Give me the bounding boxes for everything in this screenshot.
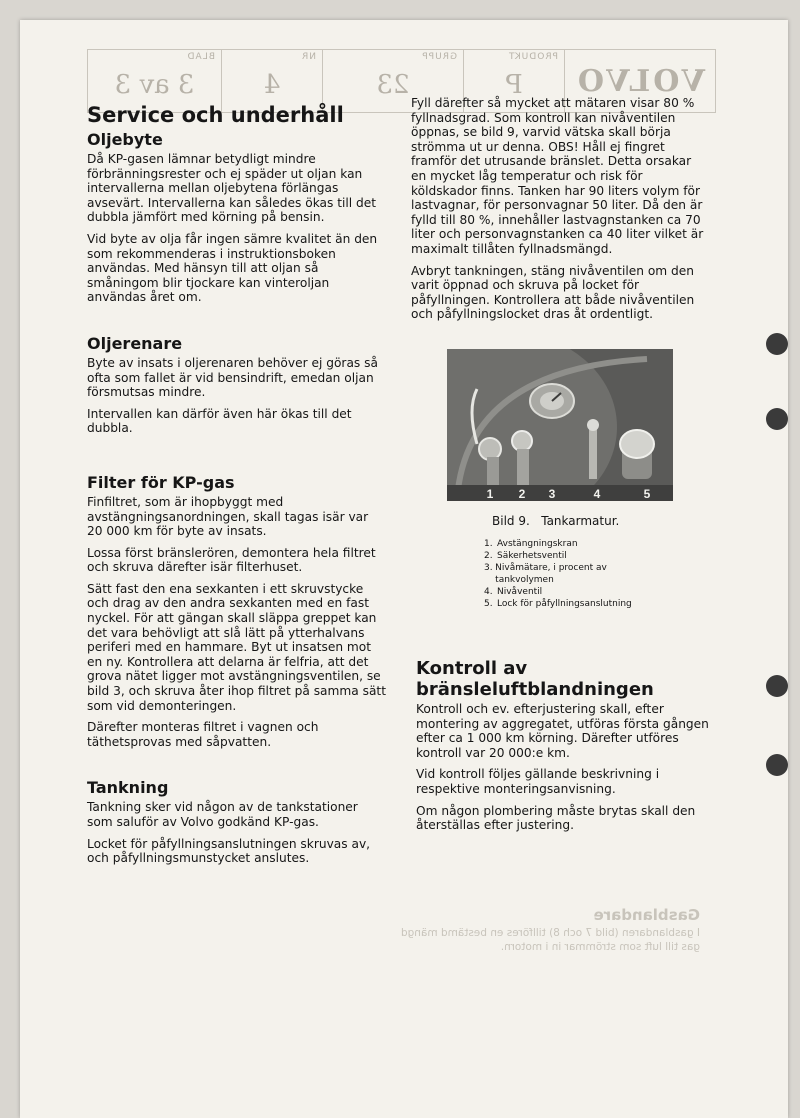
paragraph: Intervallen kan därför även här ökas till det dubbla. bbox=[87, 406, 352, 436]
document-page bbox=[20, 20, 788, 1118]
figure-legend bbox=[484, 538, 644, 610]
paragraph: Därefter monteras filtret i vagnen och täthetsprovas med såpvatten. bbox=[87, 720, 319, 749]
tank-fittings-illustration bbox=[447, 349, 673, 501]
legend-item: 1. Avstängningskran bbox=[484, 539, 578, 549]
figure-marker-2: 2 bbox=[518, 487, 526, 501]
page-title: Service och underhåll bbox=[87, 103, 344, 127]
brand-logo: VOLVO bbox=[574, 64, 706, 99]
right-column bbox=[411, 96, 709, 329]
paragraph: Vid byte av olja får ingen sämre kvalitet än den som rekommenderas i instruktionsboken användas. Med hänsyn till att oljan så småningom blir tjockare kan vinteroljan användas året om. bbox=[87, 231, 378, 305]
section-heading-tankning: Tankning bbox=[87, 778, 169, 798]
paragraph: Vid kontroll följes gällande beskrivning i respektive monteringsanvisning. bbox=[416, 767, 660, 796]
legend-item: 5. Lock för påfyllningsanslutning bbox=[484, 599, 632, 609]
binder-hole-1 bbox=[766, 333, 788, 355]
paragraph: Byte av insats i oljerenaren behöver ej göras så ofta som fallet är vid bensindrift, emedan oljan försmutsas mindre. bbox=[87, 355, 378, 400]
paragraph: Locket för påfyllningsanslutningen skruvas av, och påfyllningsmunstycket anslutes. bbox=[87, 836, 371, 866]
figure-marker-4: 4 bbox=[593, 487, 601, 501]
header-value-produkt: P bbox=[505, 70, 523, 100]
section-heading-oljerenare: Oljerenare bbox=[87, 333, 183, 353]
figure-marker-5: 5 bbox=[643, 487, 651, 501]
paragraph: Sätt fast den ena sexkanten i ett skruvstycke och drag av den andra sexkanten med en fast nyckel. För att gängan skall släppa greppet kan det vara behövligt att slå lätt på ytterhalvans periferi med en hammare. Byt ut insatsen mot en ny. Kontrollera att delarna är felfria, att det grova nätet ligger mot avstängningsventilen, se bild 3, och skruva åter ihop filtret på samma sätt som vid demonteringen. bbox=[87, 581, 386, 713]
paragraph: Avbryt tankningen, stäng nivåventilen om den varit öppnad och skruva på locket för påfyllningen. Kontrollera att både nivåventilen och påfyllningslocket dras åt ordentligt. bbox=[411, 263, 695, 322]
paragraph: Om någon plombering måste brytas skall den återställas efter justering. bbox=[416, 803, 696, 833]
paragraph: Lossa först bränslerören, demontera hela filtret och skruva därefter isär filterhuset. bbox=[87, 545, 376, 575]
figure-marker-1: 1 bbox=[486, 487, 494, 501]
paragraph: Då KP-gasen lämnar betydligt mindre förbränningsrester och ej späder ut oljan kan intervallerna mellan oljebytena förlängas avsevärt. Intervallerna kan således ökas till det dubbla jämfört med körning på bensin. bbox=[87, 152, 377, 225]
figure-caption-text: Tankarmatur. bbox=[541, 514, 620, 528]
section-heading-oljebyte: Oljebyte bbox=[87, 130, 163, 149]
legend-item: 4. Nivåventil bbox=[484, 587, 543, 597]
ghost-paragraph: I gasblandaren (bild 7 och 8) tillföres en bestämd mängd gas till luft som strömmar in i motorn. bbox=[400, 927, 700, 953]
tank-fittings-photo bbox=[447, 349, 673, 501]
header-label-produkt: PRODUKT bbox=[508, 52, 558, 62]
legend-item: 3. Nivåmätare, i procent av tankvolymen bbox=[484, 563, 607, 585]
ghost-heading: Gasblandare bbox=[593, 906, 700, 924]
header-label-blad: BLAD bbox=[186, 52, 215, 62]
left-column bbox=[87, 102, 387, 873]
header-value-grupp: 23 bbox=[376, 70, 410, 100]
binder-hole-3 bbox=[766, 675, 788, 697]
legend-item: 2. Säkerhetsventil bbox=[484, 551, 567, 561]
figure-marker-3: 3 bbox=[548, 487, 556, 501]
header-label-grupp: GRUPP bbox=[421, 52, 457, 62]
kontroll-section bbox=[416, 658, 710, 840]
header-value-nr: 4 bbox=[263, 70, 281, 100]
header-label-nr: NR bbox=[301, 52, 316, 62]
show-through-text bbox=[400, 908, 700, 954]
section-heading-kontroll: Kontroll av bränsleluftblandningen bbox=[416, 658, 654, 700]
binder-hole-2 bbox=[766, 408, 788, 430]
section-heading-filter: Filter för KP-gas bbox=[87, 472, 235, 492]
paragraph: Finfiltret, som är ihopbyggt med avstängningsanordningen, skall tagas isär var 20 000 km för byte av insats. bbox=[87, 494, 369, 539]
binder-hole-4 bbox=[766, 754, 788, 776]
figure-caption-number: Bild 9. bbox=[492, 514, 530, 528]
paragraph: Kontroll och ev. efterjustering skall, efter montering av aggregatet, utföras första gången efter ca 1 000 km körning. Därefter utföres kontroll var 20 000:e km. bbox=[416, 702, 709, 760]
figure-caption bbox=[492, 514, 619, 528]
paragraph: Fyll därefter så mycket att mätaren visar 80 % fyllnadsgrad. Som kontroll kan nivåventilen öppnas, se bild 9, varvid vätska skall börja strömma ut ur denna. OBS! Håll ej fingret framför det utrusande bränslet. Detta orsakar en mycket låg temperatur och risk för köldskador finns. Tanken har 90 liters volym för lastvagnar, för personvagnar 50 liter. Då den är fylld till 80 %, innehåller lastvagnstanken ca 70 liter och personvagnstanken ca 40 liter vilket är maximalt tillåten fyllnadsmängd. bbox=[411, 96, 704, 256]
paragraph: Tankning sker vid någon av de tankstationer som saluför av Volvo godkänd KP-gas. bbox=[87, 800, 358, 829]
header-value-blad: 3 av 3 bbox=[114, 70, 195, 100]
